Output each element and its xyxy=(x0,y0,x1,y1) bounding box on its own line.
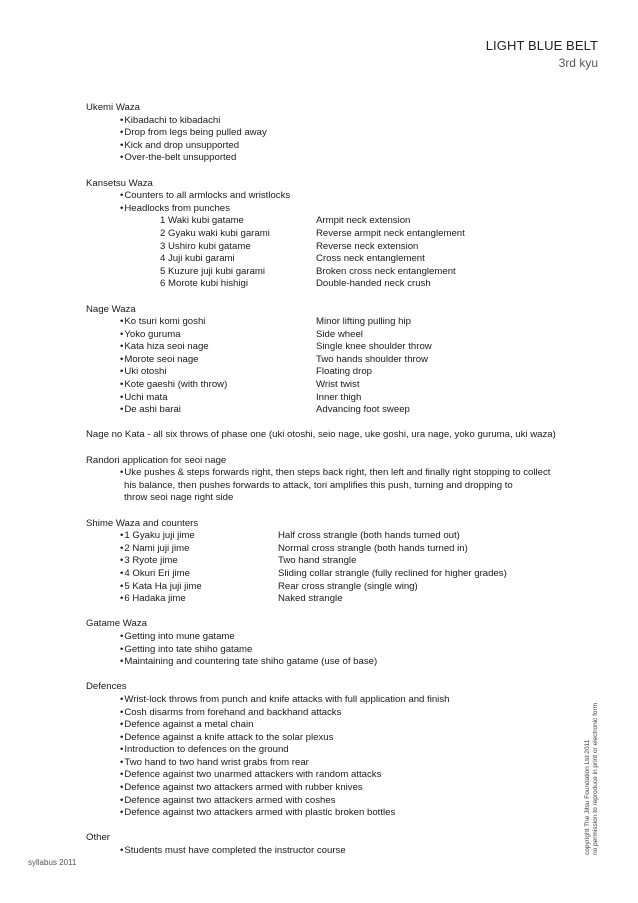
list-item xyxy=(120,719,606,732)
item-text: Maintaining and countering tate shiho gatame (use of base) xyxy=(124,656,378,668)
technique-name: Uchi mata xyxy=(124,391,168,403)
technique-desc: Cross neck entanglement xyxy=(316,253,425,265)
item-continuation: throw seoi nage right side xyxy=(124,492,234,504)
technique-name: Ko tsuri komi goshi xyxy=(124,316,206,328)
syllabus-body xyxy=(86,102,606,870)
copyright-notice xyxy=(584,703,600,855)
section-shime xyxy=(86,518,606,606)
technique-name: Kote gaeshi (with throw) xyxy=(124,379,228,391)
technique-name: 6 Hadaka jime xyxy=(124,593,186,605)
section-nage-kata xyxy=(86,429,606,442)
technique-desc: Floating drop xyxy=(316,366,372,378)
item-text: Headlocks from punches xyxy=(124,202,230,214)
technique-name: 1 Gyaku juji jime xyxy=(124,530,195,542)
technique-name: 4 Okuri Eri jime xyxy=(124,567,190,579)
section-title: Kansetsu Waza xyxy=(86,177,153,189)
list-item xyxy=(120,795,606,808)
sub-item xyxy=(160,228,606,241)
list-item xyxy=(120,341,606,354)
technique-desc: Single knee shoulder throw xyxy=(316,341,432,353)
item-continuation: his balance, then pushes forwards to attack, tori amplifies this push, turning and dropping to xyxy=(124,479,513,491)
item-text: Getting into tate shiho gatame xyxy=(124,643,253,655)
list-item xyxy=(120,644,606,657)
technique-name: 5 Kuzure juji kubi garami xyxy=(160,265,266,277)
list-item xyxy=(120,694,606,707)
technique-name: 2 Gyaku waki kubi garami xyxy=(160,227,270,239)
list-item xyxy=(120,127,606,140)
permission-line: no permission to reproduce in print or electronic form xyxy=(592,702,599,855)
list-item xyxy=(120,467,606,480)
item-text: Defence against two attackers armed with coshes xyxy=(124,794,336,806)
technique-name: De ashi barai xyxy=(124,404,181,416)
list-item xyxy=(120,329,606,342)
list-item xyxy=(120,316,606,329)
item-text: Wrist-lock throws from punch and knife attacks with full application and finish xyxy=(124,693,450,705)
header-title: LIGHT BLUE BELT xyxy=(485,38,598,53)
sub-item xyxy=(160,253,606,266)
item-text: Two hand to two hand wrist grabs from rear xyxy=(124,756,309,768)
technique-desc: Normal cross strangle (both hands turned in) xyxy=(278,542,468,554)
technique-desc: Inner thigh xyxy=(316,391,362,403)
technique-name: 3 Ushiro kubi gatame xyxy=(160,240,251,252)
section-kansetsu xyxy=(86,178,606,291)
technique-name: Uki otoshi xyxy=(124,366,167,378)
section-title: Defences xyxy=(86,681,127,693)
list-item xyxy=(120,744,606,757)
technique-name: 4 Juji kubi garami xyxy=(160,253,235,265)
technique-desc: Reverse neck extension xyxy=(316,240,419,252)
list-item xyxy=(120,190,606,203)
item-text: Introduction to defences on the ground xyxy=(124,744,289,756)
section-nage xyxy=(86,304,606,417)
section-title: Ukemi Waza xyxy=(86,102,141,113)
technique-name: 5 Kata Ha juji jime xyxy=(124,580,202,592)
list-item xyxy=(120,845,606,858)
item-text: Kick and drop unsupported xyxy=(124,139,240,151)
section-defences xyxy=(86,681,606,820)
technique-desc: Naked strangle xyxy=(278,593,343,605)
technique-desc: Side wheel xyxy=(316,328,363,340)
technique-desc: Broken cross neck entanglement xyxy=(316,265,456,277)
list-item xyxy=(120,568,606,581)
list-item xyxy=(120,543,606,556)
sub-item xyxy=(160,278,606,291)
technique-desc: Two hands shoulder throw xyxy=(316,353,428,365)
list-item xyxy=(120,140,606,153)
section-other xyxy=(86,832,606,857)
item-text: Over-the-belt unsupported xyxy=(124,152,237,164)
technique-desc: Rear cross strangle (single wing) xyxy=(278,580,418,592)
technique-desc: Half cross strangle (both hands turned out) xyxy=(278,530,460,542)
technique-name: Morote seoi nage xyxy=(124,353,199,365)
list-item xyxy=(120,757,606,770)
section-randori xyxy=(86,455,606,505)
technique-desc: Double-handed neck crush xyxy=(316,278,431,290)
list-item xyxy=(120,392,606,405)
item-text: Cosh disarms from forehand and backhand attacks xyxy=(124,706,342,718)
sub-item xyxy=(160,241,606,254)
section-title: Shime Waza and counters xyxy=(86,517,199,529)
item-text: Defence against two attackers armed with plastic broken bottles xyxy=(124,807,396,819)
item-text: Counters to all armlocks and wristlocks xyxy=(124,190,291,202)
technique-name: Yoko guruma xyxy=(124,328,181,340)
sub-item xyxy=(160,266,606,279)
section-gatame xyxy=(86,618,606,668)
list-item xyxy=(120,782,606,795)
item-text: Kibadachi to kibadachi xyxy=(124,114,221,126)
list-item xyxy=(120,530,606,543)
list-item xyxy=(120,555,606,568)
technique-desc: Advancing foot sweep xyxy=(316,404,410,416)
list-item xyxy=(120,404,606,417)
item-text: Defence against two attackers armed with rubber knives xyxy=(124,782,363,794)
list-item xyxy=(120,354,606,367)
list-item xyxy=(120,581,606,594)
section-ukemi xyxy=(86,102,606,165)
list-item xyxy=(120,366,606,379)
list-item xyxy=(120,769,606,782)
technique-name: Kata hiza seoi nage xyxy=(124,341,209,353)
list-item xyxy=(120,379,606,392)
copyright-line: copyright The Jitsu Foundation Ltd 2011 xyxy=(584,739,591,855)
technique-name: 6 Morote kubi hishigi xyxy=(160,278,248,290)
section-title: Gatame Waza xyxy=(86,618,147,630)
list-item xyxy=(120,807,606,820)
item-text: Drop from legs being pulled away xyxy=(124,127,267,139)
technique-desc: Wrist twist xyxy=(316,379,360,391)
list-item xyxy=(120,203,606,216)
item-text: Students must have completed the instructor course xyxy=(124,845,346,857)
technique-desc: Sliding collar strangle (fully reclined for higher grades) xyxy=(278,567,507,579)
technique-desc: Reverse armpit neck entanglement xyxy=(316,227,465,239)
technique-name: 3 Ryote jime xyxy=(124,555,178,567)
list-item xyxy=(120,732,606,745)
list-item xyxy=(120,707,606,720)
header-subtitle: 3rd kyu xyxy=(558,56,598,70)
item-text: Defence against a metal chain xyxy=(124,719,254,731)
technique-desc: Armpit neck extension xyxy=(316,215,411,227)
technique-desc: Two hand strangle xyxy=(278,555,357,567)
section-title: Nage Waza xyxy=(86,303,136,315)
item-text: Uke pushes & steps forwards right, then steps back right, then left and finally right stopping to collect xyxy=(124,467,551,479)
nage-kata-text: Nage no Kata - all six throws of phase one (uki otoshi, seio nage, uke goshi, ura nage, yoko guruma, uki waza) xyxy=(86,429,556,441)
list-item xyxy=(120,115,606,128)
item-text: Getting into mune gatame xyxy=(124,630,235,642)
sub-item xyxy=(160,215,606,228)
technique-desc: Minor lifting pulling hip xyxy=(316,316,411,328)
footer-label: syllabus 2011 xyxy=(28,858,77,867)
list-item xyxy=(120,656,606,669)
item-text: Defence against two unarmed attackers with random attacks xyxy=(124,769,382,781)
section-title: Randori application for seoi nage xyxy=(86,454,227,466)
list-item xyxy=(120,593,606,606)
section-title: Other xyxy=(86,832,110,844)
item-text: Defence against a knife attack to the solar plexus xyxy=(124,731,334,743)
technique-name: 2 Nami juji jime xyxy=(124,542,190,554)
technique-name: 1 Waki kubi gatame xyxy=(160,215,244,227)
list-item xyxy=(120,152,606,165)
list-item xyxy=(120,631,606,644)
